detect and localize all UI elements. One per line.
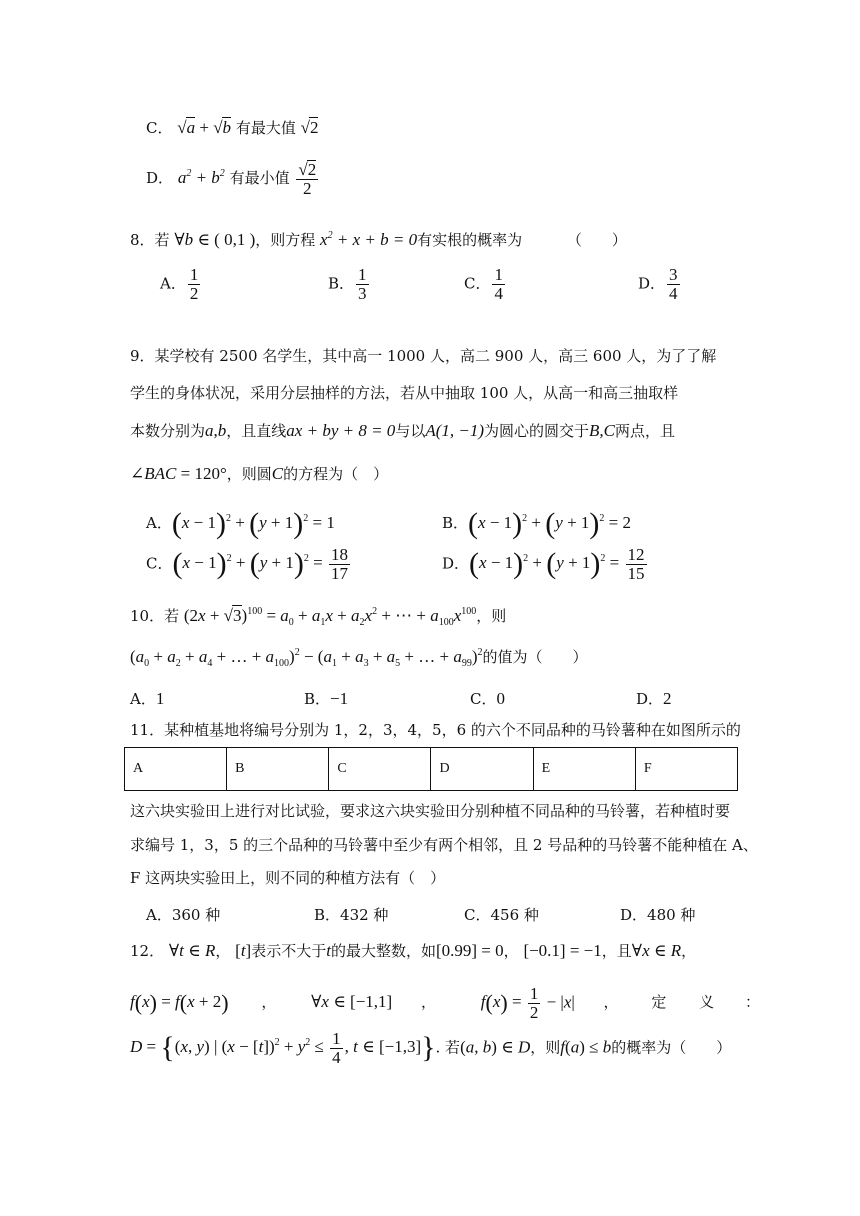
option-value: 480 种 [647,906,696,924]
fraction [188,266,201,303]
q10-expression [130,647,588,667]
q9-option-a: A．$(x - 1)^2 + (y + 1)^2 = 1$ [146,507,335,540]
option-label: B． [442,513,469,532]
option-label: D． [442,554,470,573]
field-cell: D [431,748,533,791]
q10-option-a [130,688,164,709]
option-label: C． [464,274,491,293]
field-cell: B [227,748,329,791]
q8-option-c [464,266,507,303]
q11-option-a [146,904,220,925]
q11-line-3: 求编号 1，3，5 的三个品种的马铃薯中至少有两个相邻，且 2 号品种的马铃薯不能种植在 A、 [130,836,758,854]
q11-line-4: F 这两块实验田上，则不同的种植方法有（ ） [130,869,446,887]
numerator: 1 [494,265,503,284]
q10-expansion: $(2x + √3)^{100} = a_0 + a_1x + a_2x^2$ + ⋯ + $a_{100}x^{100}$ [183,606,477,628]
q11-line-1: 11．某种植基地将编号分别为 1，2，3，4，5，6 的六个不同品种的马铃薯种在如图所示的 [130,721,741,739]
q12-periodic: f(x) = f(x + 2) [130,990,229,1016]
q9-line-3: 本数分别为a,b，且直线ax + by + 8 = 0与以A(1, −1)为圆心的圆交于B,C两点，且 [130,421,676,440]
text: ，则圆 [226,465,272,483]
fraction [626,546,647,583]
q7-option-c [146,117,318,138]
option-label: C． [464,906,491,924]
fraction: $\frac{1}{4}$ [332,1029,341,1067]
text: ，且直线 [226,422,287,440]
q12-line-3: D = {(x, y) | $(x - [t])^2 + y^2$ ≤ $\frac{1}{4}$ , t ∈ [−1,3]}. 若(a, b) ∈ D，则f(a) ≤ b的概率为（ ） [130,1029,732,1067]
option-label: C． [146,119,173,137]
q7d-expr: $a^2 + b^2$ [177,167,225,187]
option-label: A． [146,906,172,924]
option-label: B． [314,906,341,924]
field-table [124,747,738,791]
field-row [125,748,738,791]
option-label: D． [636,690,664,708]
option-value: 2 [663,689,672,708]
q9-points: B,C [589,421,616,440]
option-label: A． [146,513,172,532]
text: 定 [651,993,667,1012]
numerator: 1 [358,265,367,284]
q9-line-4: ∠BAC = 120°，则圆C的方程为（ ） [130,464,389,483]
q10-option-c [470,688,505,709]
option-value: 456 种 [490,906,539,924]
text: 两点，且 [615,422,676,440]
numerator: 12 [627,545,645,564]
option-label: B． [304,690,331,708]
text: . 若 [435,1038,461,1057]
q8-stem [130,230,627,250]
option-label: D． [620,906,648,924]
q12-example1: [0.99] = 0 [435,941,504,960]
option-label: A． [160,274,186,293]
q11-option-d [620,904,695,925]
denominator: 2 [189,283,199,303]
option-value: 0 [496,689,505,708]
q10-diff: ($a_0 + a_2 + a_4$ + … + $a_{100})^2 - (a_1 + a_3 + a_5$ + … + $a_{99})^2$ [130,647,483,669]
text: ，则 [476,607,507,625]
text: 的最大整数，如 [330,942,436,960]
numerator: 3 [669,265,678,284]
q10-number: 10．若 [130,607,180,625]
q8-option-a [160,266,202,303]
q7c-expr: √a + √b [177,118,232,137]
q10-option-d [636,688,672,709]
rhs: 2 [622,512,631,532]
q12-line-1: 12． ∀t ∈ R， [t]表示不大于t的最大整数，如[0.99] = 0， [−0.1] = −1，且∀x ∈ R， [130,941,697,960]
q10-stem [130,605,506,626]
text: 的值为（ ） [482,648,588,666]
q8-condition: ∀b ∈ ( 0,1 ) [174,230,256,249]
q9-line-1: 9．某学校有 2500 名学生，其中高一 1000 人，高二 900 人，高三 600 人，为了了解 [130,347,717,365]
rhs: 1 [326,512,335,532]
q9-center: A(1, −1) [425,421,485,440]
fraction [329,546,350,583]
q12-floor-t: [t] [235,941,252,960]
text: 与以 [395,422,426,440]
q9-option-c: C．$(x - 1)^2 + (y + 1)^2$ = $\frac{18}{17}$ [146,545,348,583]
q10-option-b [304,688,348,709]
q7c-text: 有最大值 [235,119,296,137]
text: 本数分别为 [130,422,206,440]
q9-line-eq: ax + by + 8 = 0 [286,421,396,440]
text: ，且 [601,942,632,960]
q8-paren: （ ） [566,231,627,249]
option-label: D． [146,168,174,187]
q7d-fraction: $\frac{√2}{2}$ [298,160,317,198]
fraction [667,266,680,303]
denominator: 17 [330,563,348,583]
q11-option-b [314,904,388,925]
q8-option-b [328,266,371,303]
q9-ab: a [205,421,214,440]
q8-tail: 有实根的概率为 [417,231,523,249]
text: 义 [699,993,715,1012]
q8-mid: ，则方程 [255,231,316,249]
q7c-value: √2 [300,118,319,137]
option-label: D． [638,274,666,293]
q12-forall-x: ∀x ∈ R [631,941,682,960]
option-value: 432 种 [340,906,389,924]
fraction [356,266,369,303]
text: ，则 [530,1038,561,1057]
text: 表示不大于 [251,942,327,960]
denominator: 4 [669,283,678,303]
fraction [492,266,505,303]
q12-ab-in-d: (a, b) ∈ D [460,1037,531,1057]
q12-number: 12． [130,942,165,960]
denominator: 4 [494,283,503,303]
option-label: C． [146,554,173,573]
text: 的概率为（ ） [611,1038,732,1057]
field-cell: F [635,748,737,791]
q12-set-d: D = {(x, y) | $(x - [t])^2 + y^2$ ≤ [130,1031,329,1065]
q7d-text: 有最小值 [229,168,290,187]
option-label: C． [470,690,497,708]
option-value: −1 [330,689,349,708]
q12-inequality: f(a) ≤ b [560,1037,612,1057]
field-cell: A [125,748,227,791]
denominator: 15 [627,563,645,583]
q9-line-2: 学生的身体状况，采用分层抽样的方法，若从中抽取 100 人，从高一和高三抽取样 [130,384,679,402]
denominator: 3 [358,283,367,303]
option-value: 1 [155,689,165,708]
q11-option-c [464,904,539,925]
text: 为圆心的圆交于 [484,422,590,440]
q8-equation: $x^2 + x + b = 0$ [320,230,418,249]
option-label: B． [328,274,355,293]
option-value: 360 种 [171,906,221,924]
q8-number: 8．若 [130,231,170,249]
field-cell: C [329,748,431,791]
q12-example2: [−0.1] = −1 [523,941,602,960]
q7-option-d [146,160,320,198]
numerator: 1 [189,265,199,284]
q9-option-b: B．$(x - 1)^2 + (y + 1)^2 = 2$ [442,507,631,540]
q8-option-d [638,266,682,303]
q9-angle: ∠BAC = 120° [130,464,227,483]
q12-line-2: f(x) = f(x + 2) ， ∀x ∈ [−1,1] ， f(x) = $\frac{1}{2}$ − |x| ， 定 义 ： [130,984,760,1022]
text: 的方程为（ ） [283,465,389,483]
q12-forall-t: ∀t ∈ R [168,941,216,960]
q12-domain: ∀x ∈ [−1,1] [311,992,393,1012]
q12-fx: f(x) = [480,990,526,1016]
q11-line-2: 这六块实验田上进行对比试验，要求这六块实验田分别种植不同品种的马铃薯，若种植时要 [130,802,731,820]
field-cell: E [533,748,635,791]
numerator: 18 [330,545,348,564]
fraction: $\frac{1}{2}$ [529,984,539,1022]
text: ： [744,993,760,1012]
option-label: A． [130,690,156,708]
q9-option-d: D．$(x - 1)^2 + (y + 1)^2$ = $\frac{12}{15}$ [442,545,645,583]
